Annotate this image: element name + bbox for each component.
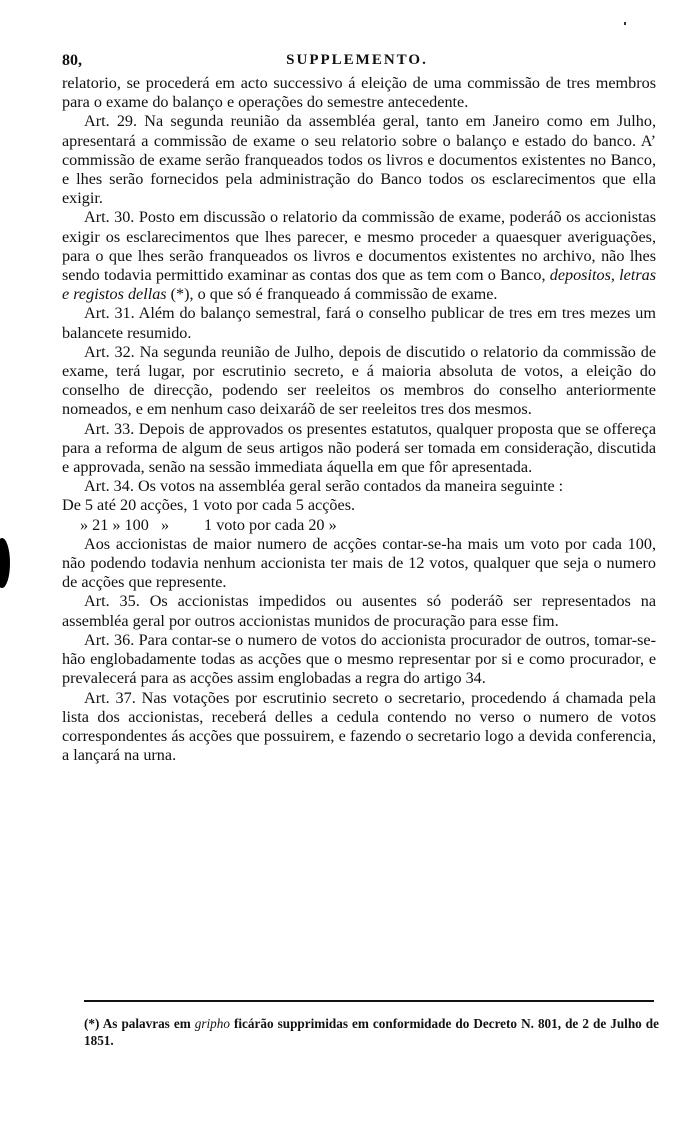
- article-text: Para contar-se o numero de votos do accionista procurador de outros, tomar-se-hão englobadamente todas as acções que o mesmo representar por si e como procurador, e prevalecerá para as acções assim englobadas a regra do artigo 34.: [62, 630, 656, 688]
- vote-range: De 5 até 20 acções,: [62, 496, 188, 515]
- article-label: Art. 31.: [84, 304, 135, 323]
- article-label: Art. 30.: [84, 208, 135, 227]
- article-text: Na segunda reunião de Julho, depois de discutido o relatorio da commissão de exame, terá lugar, por escrutinio secreto, e á maioria absoluta de votos, a eleição do conselho de direcção, podendo ser reeleitos os membros do conselho anteriormente nomeados, e em nenhum caso deixaráõ de ser reeleitos tres dos mesmos.: [62, 342, 657, 419]
- binding-edge-mark: [0, 538, 10, 588]
- footnote-marker: (*): [84, 1016, 100, 1031]
- article-30: [62, 208, 656, 304]
- page-header: [62, 52, 652, 74]
- article-31: [62, 304, 656, 342]
- article-35: [62, 592, 656, 630]
- print-speck: [624, 22, 626, 25]
- paragraph-continued: [62, 74, 656, 112]
- footnote: [84, 1015, 659, 1049]
- article-text: Depois de approvados os presentes estatutos, qualquer proposta que se offereça para a reforma de algum de seus artigos não poderá ser tomada em consideração, discutida e approvada, senão na sessão immediata áquella em que fôr apresentada.: [62, 419, 657, 477]
- article-label: Art. 35.: [84, 592, 140, 611]
- footnote-text: As palavras em: [102, 1016, 191, 1031]
- page-body: [62, 74, 656, 765]
- article-text: (*), o que só é franqueado á commissão de exame.: [170, 285, 498, 304]
- article-text: Além do balanço semestral, fará o conselho publicar de tres em tres mezes um balancete resumido.: [62, 304, 656, 342]
- vote-table-row: [62, 516, 656, 535]
- article-36: [62, 631, 656, 689]
- article-label: Art. 33.: [84, 419, 135, 438]
- article-text: Posto em discussão o relatorio da commissão de exame, poderáõ os accionistas exigir os esclarecimentos que lhes parecer, e mesmo proceder a quaesquer averiguações, para o que lhes serão franqueados os livros e documentos existentes no archivo, não lhes sendo todavia permittido examinar as contas dos que as tem com o Banco,: [62, 208, 657, 285]
- article-32: [62, 343, 656, 420]
- footnote-divider: [84, 1000, 654, 1002]
- page-number: 80,: [62, 52, 82, 69]
- article-33: [62, 420, 656, 478]
- vote-range: » 21 » 100 »: [80, 515, 170, 534]
- article-label: Art. 32.: [84, 342, 135, 361]
- paragraph: [62, 535, 656, 593]
- vote-table-row: [62, 496, 656, 515]
- vote-rule: 1 voto por cada 5 acções.: [191, 496, 356, 515]
- article-text: Na segunda reunião da assembléa geral, tanto em Janeiro como em Julho, apresentará a commissão de exame o seu relatorio sobre o balanço e estado do banco. A’ commissão de exame serão franqueados todos os livros e documentos existentes no Banco, e lhes serão fornecidos pela administração do Banco todos os esclarecimentos que ella exigir.: [62, 112, 657, 208]
- running-head: SUPPLEMENTO.: [286, 52, 428, 68]
- vote-rule: 1 voto por cada 20 »: [204, 515, 337, 534]
- article-label: Art. 34.: [84, 477, 134, 496]
- article-text: Os accionistas impedidos ou ausentes só poderáõ ser representados na assembléa geral por outros accionistas munidos de procuração para esse fim.: [62, 592, 657, 630]
- article-34: [62, 477, 656, 496]
- article-text-italic: depositos, letras e registos dellas: [62, 266, 657, 304]
- vote-table: [62, 496, 656, 534]
- article-37: [62, 689, 656, 766]
- article-label: Art. 37.: [84, 688, 136, 707]
- footnote-text-italic: gripho: [194, 1016, 230, 1031]
- article-text: Os votos na assembléa geral serão contados da maneira seguinte :: [137, 477, 564, 496]
- article-29: [62, 112, 656, 208]
- paragraph-text: Aos accionistas de maior numero de acções contar-se-ha mais um voto por cada 100, não podendo todavia nenhum accionista ter mais de 12 votos, qualquer que seja o numero de acções que represente.: [62, 534, 656, 592]
- paragraph-text: relatorio, se procederá em acto successivo á eleição de uma commissão de tres membros para o exame do balanço e operações do semestre antecedente.: [62, 74, 656, 112]
- article-label: Art. 36.: [84, 630, 135, 649]
- article-text: Nas votações por escrutinio secreto o secretario, procedendo á chamada pela lista dos accionistas, receberá delles a cedula contendo no verso o numero de votos correspondentes ás acções que possuirem, e fazendo o secretario logo a devida conferencia, a lançará na urna.: [62, 688, 656, 765]
- article-label: Art. 29.: [84, 112, 138, 131]
- footnote-text: ficárão supprimidas em conformidade do Decreto N. 801, de 2 de Julho de 1851.: [84, 1016, 659, 1048]
